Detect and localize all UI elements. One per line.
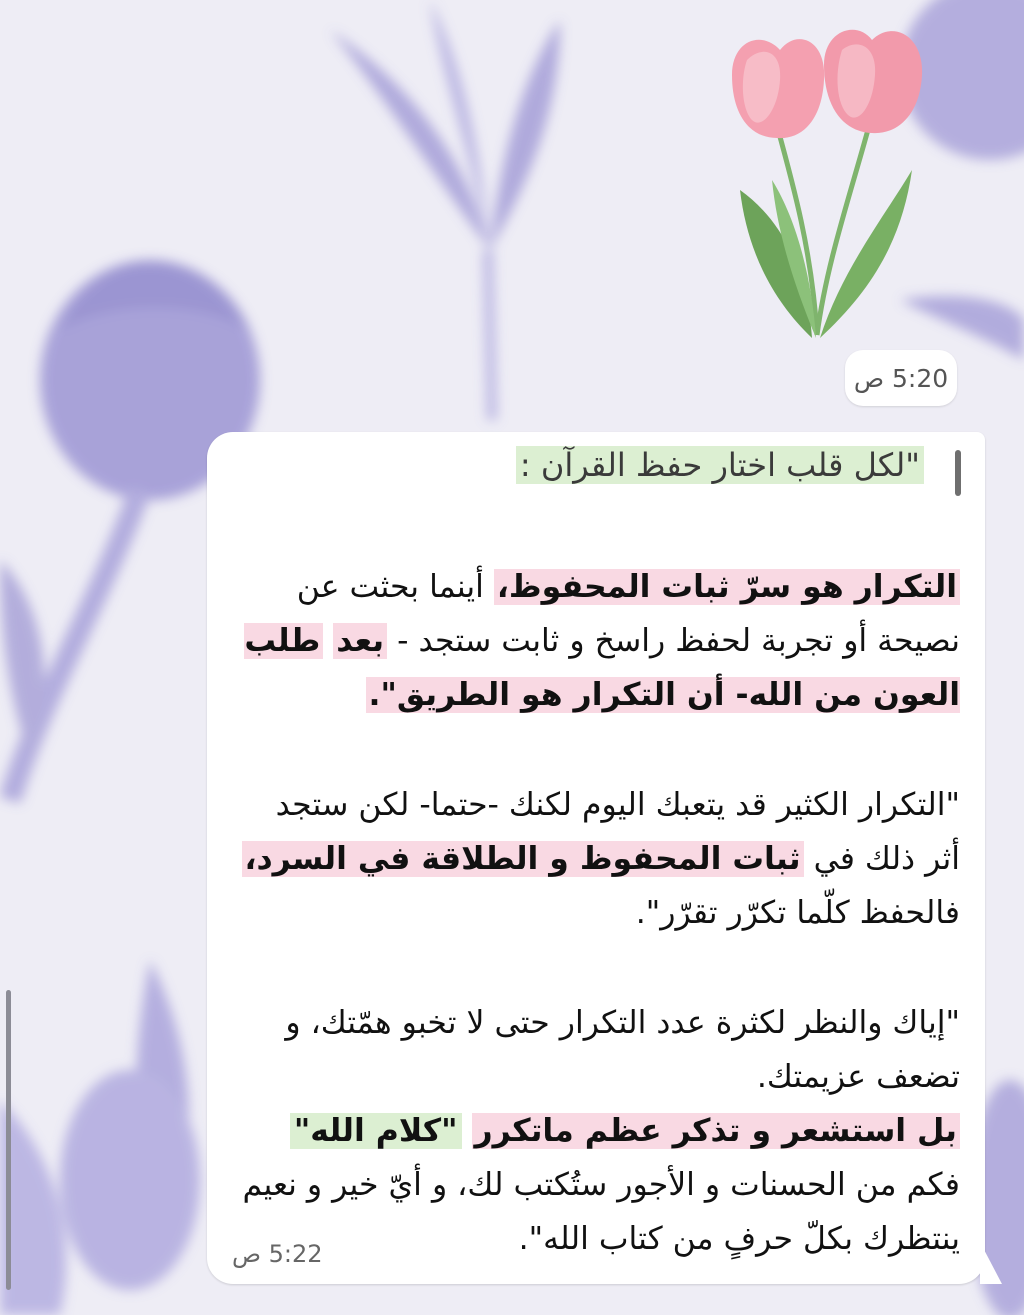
message-text [240,560,960,1266]
sticker-timestamp: 5:20 ص [845,350,957,406]
text-span [323,623,333,659]
text-span: "إياك والنظر لكثرة عدد التكرار حتى لا تخبو همّتك، و تضعف عزيمتك. [285,1005,960,1095]
scrollbar[interactable] [6,990,11,1290]
message-header [516,446,924,484]
paragraph-2 [240,778,960,940]
bold-phrase: بل استشعر و تذكر عظم ماتكرر [472,1113,960,1149]
paragraph-1 [240,560,960,722]
bold-phrase: طلب العون من الله- أن التكرار هو الطريق". [244,623,960,713]
tulip-icon [712,20,942,350]
bold-phrase: بعد [333,623,387,659]
header-highlight: "لكل قلب اختار حفظ القرآن : [516,446,924,484]
bold-phrase: التكرار هو سرّ ثبات المحفوظ، [494,569,960,605]
text-span: "التكرار الكثير قد يتعبك اليوم لكنك -حتما- لكن ستجد أثر ذلك في [275,787,960,877]
text-span: فالحفظ كلّما تكرّر تقرّر". [635,895,960,931]
quote-bar [955,450,961,496]
text-span [462,1113,472,1149]
tulip-sticker[interactable] [712,20,942,350]
bubble-tail [980,1242,1002,1284]
paragraph-3 [240,996,960,1266]
bold-green-phrase: "كلام الله" [290,1113,462,1149]
text-span: فكم من الحسنات و الأجور ستُكتب لك، و أيّ خير و نعيم ينتظرك بكلّ حرفٍ من كتاب الله". [242,1167,960,1257]
text-span: أينما بحثت عن نصيحة أو تجربة لحفظ راسخ و ثابت ستجد - [296,569,960,659]
message-timestamp: 5:22 ص [232,1240,323,1268]
bold-phrase: ثبات المحفوظ و الطلاقة في السرد، [242,841,804,877]
